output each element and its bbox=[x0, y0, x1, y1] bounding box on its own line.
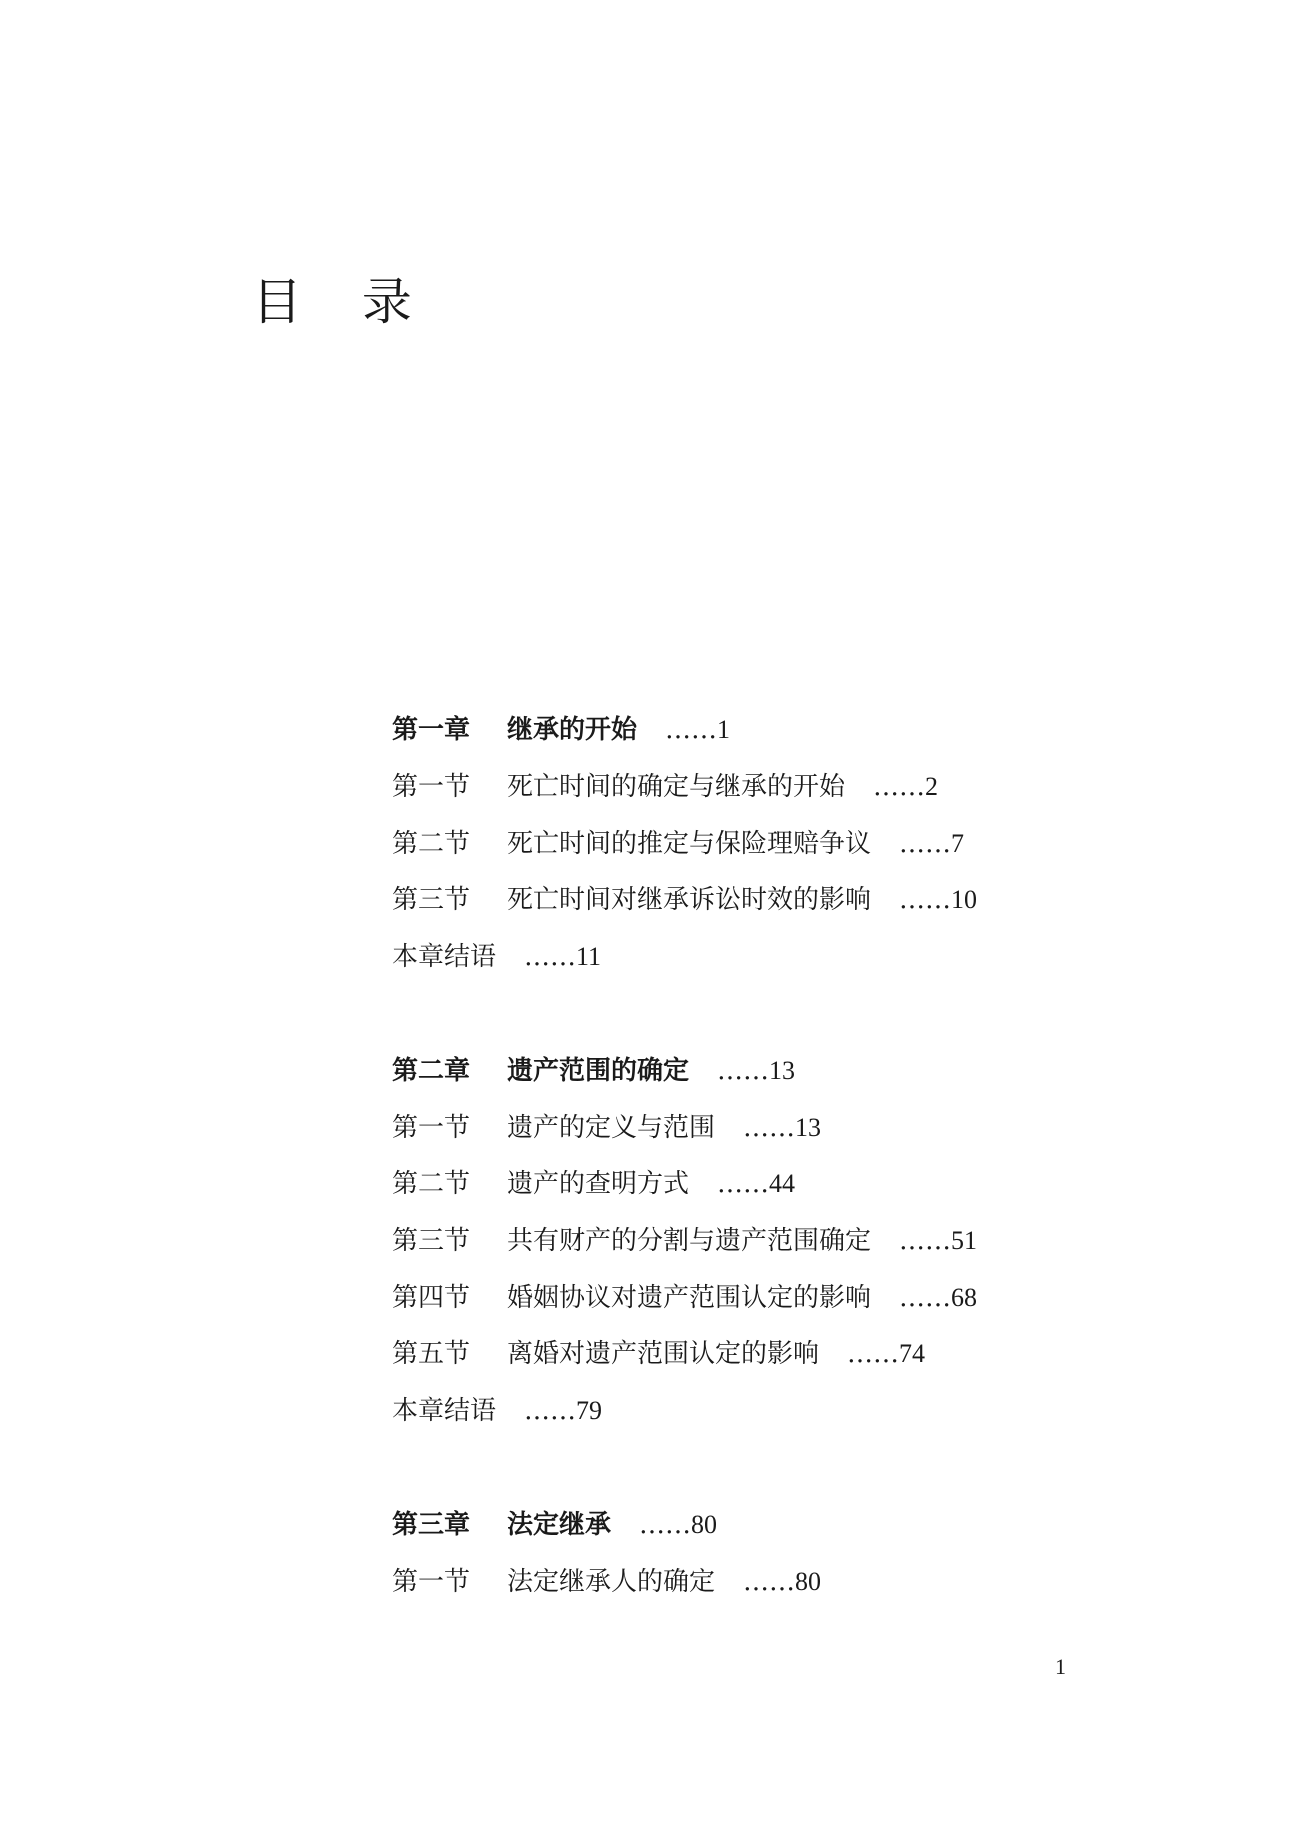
toc-entry-number: 第二节 bbox=[392, 829, 471, 859]
toc-leader-dots: …… bbox=[717, 1169, 770, 1199]
toc-section-2-4[interactable] bbox=[392, 1278, 977, 1318]
toc-chapter-2[interactable] bbox=[392, 1051, 795, 1091]
toc-entry-number: 第五节 bbox=[392, 1339, 471, 1369]
toc-page-number: 1 bbox=[717, 715, 731, 744]
toc-chapter-1[interactable] bbox=[392, 710, 730, 750]
toc-leader-dots: …… bbox=[899, 1226, 952, 1256]
toc-entry-title: 法定继承人的确定 bbox=[507, 1567, 716, 1597]
toc-section-1-1[interactable] bbox=[392, 767, 938, 807]
toc-leader-dots: …… bbox=[639, 1510, 692, 1540]
toc-page-number: 80 bbox=[795, 1567, 822, 1596]
toc-section-2-5[interactable] bbox=[392, 1334, 925, 1374]
toc-leader-dots: …… bbox=[899, 885, 952, 915]
toc-leader-dots: …… bbox=[524, 942, 577, 972]
toc-entry-number: 第一节 bbox=[392, 772, 471, 802]
toc-page-number: 74 bbox=[899, 1339, 926, 1368]
toc-entry-number: 第二章 bbox=[392, 1056, 471, 1086]
toc-entry-title: 遗产范围的确定 bbox=[507, 1056, 690, 1086]
toc-entry-title: 遗产的定义与范围 bbox=[507, 1113, 716, 1143]
toc-entry-title: 法定继承 bbox=[507, 1510, 612, 1540]
toc-entry-title: 本章结语 bbox=[392, 942, 497, 972]
toc-page-number: 68 bbox=[951, 1283, 978, 1312]
toc-page-number: 79 bbox=[576, 1396, 603, 1425]
toc-entry-title: 本章结语 bbox=[392, 1396, 497, 1426]
toc-section-1-3[interactable] bbox=[392, 880, 977, 920]
toc-leader-dots: …… bbox=[665, 715, 718, 745]
toc-page-number: 13 bbox=[769, 1056, 796, 1085]
toc-section-2-2[interactable] bbox=[392, 1164, 795, 1204]
toc-chapter-3[interactable] bbox=[392, 1505, 717, 1545]
toc-leader-dots: …… bbox=[899, 1283, 952, 1313]
toc-entry-number: 第一章 bbox=[392, 715, 471, 745]
toc-entry-title: 婚姻协议对遗产范围认定的影响 bbox=[507, 1283, 872, 1313]
toc-entry-number: 第二节 bbox=[392, 1169, 471, 1199]
toc-section-1-2[interactable] bbox=[392, 824, 964, 864]
toc-leader-dots: …… bbox=[717, 1056, 770, 1086]
toc-summary-1[interactable] bbox=[392, 937, 601, 977]
toc-entry-number: 第四节 bbox=[392, 1283, 471, 1313]
toc-leader-dots: …… bbox=[873, 772, 926, 802]
toc-entry-number: 第一节 bbox=[392, 1113, 471, 1143]
toc-page-number: 7 bbox=[951, 829, 965, 858]
toc-page-number: 80 bbox=[691, 1510, 718, 1539]
toc-page-number: 44 bbox=[769, 1169, 796, 1198]
toc-section-3-1[interactable] bbox=[392, 1562, 821, 1602]
toc-entry-title: 离婚对遗产范围认定的影响 bbox=[507, 1339, 820, 1369]
page-title: 目 录 bbox=[252, 273, 434, 331]
toc-entry-number: 第三章 bbox=[392, 1510, 471, 1540]
toc-leader-dots: …… bbox=[847, 1339, 900, 1369]
toc-leader-dots: …… bbox=[743, 1567, 796, 1597]
page-footer-number: 1 bbox=[1055, 1654, 1066, 1679]
toc-leader-dots: …… bbox=[743, 1113, 796, 1143]
toc-page-number: 11 bbox=[576, 942, 602, 971]
toc-page-number: 13 bbox=[795, 1113, 822, 1142]
toc-section-2-3[interactable] bbox=[392, 1221, 977, 1261]
toc-entry-number: 第三节 bbox=[392, 1226, 471, 1256]
toc-entry-title: 死亡时间的确定与继承的开始 bbox=[507, 772, 846, 802]
toc-page-number: 10 bbox=[951, 885, 978, 914]
toc-entry-number: 第一节 bbox=[392, 1567, 471, 1597]
toc-leader-dots: …… bbox=[524, 1396, 577, 1426]
toc-section-2-1[interactable] bbox=[392, 1108, 821, 1148]
toc-page-number: 51 bbox=[951, 1226, 978, 1255]
toc-entry-title: 继承的开始 bbox=[507, 715, 638, 745]
toc-leader-dots: …… bbox=[899, 829, 952, 859]
toc-entry-title: 死亡时间的推定与保险理赔争议 bbox=[507, 829, 872, 859]
toc-summary-2[interactable] bbox=[392, 1391, 602, 1431]
toc-page-number: 2 bbox=[925, 772, 939, 801]
toc-entry-number: 第三节 bbox=[392, 885, 471, 915]
toc-entry-title: 遗产的查明方式 bbox=[507, 1169, 690, 1199]
toc-entry-title: 共有财产的分割与遗产范围确定 bbox=[507, 1226, 872, 1256]
toc-entry-title: 死亡时间对继承诉讼时效的影响 bbox=[507, 885, 872, 915]
